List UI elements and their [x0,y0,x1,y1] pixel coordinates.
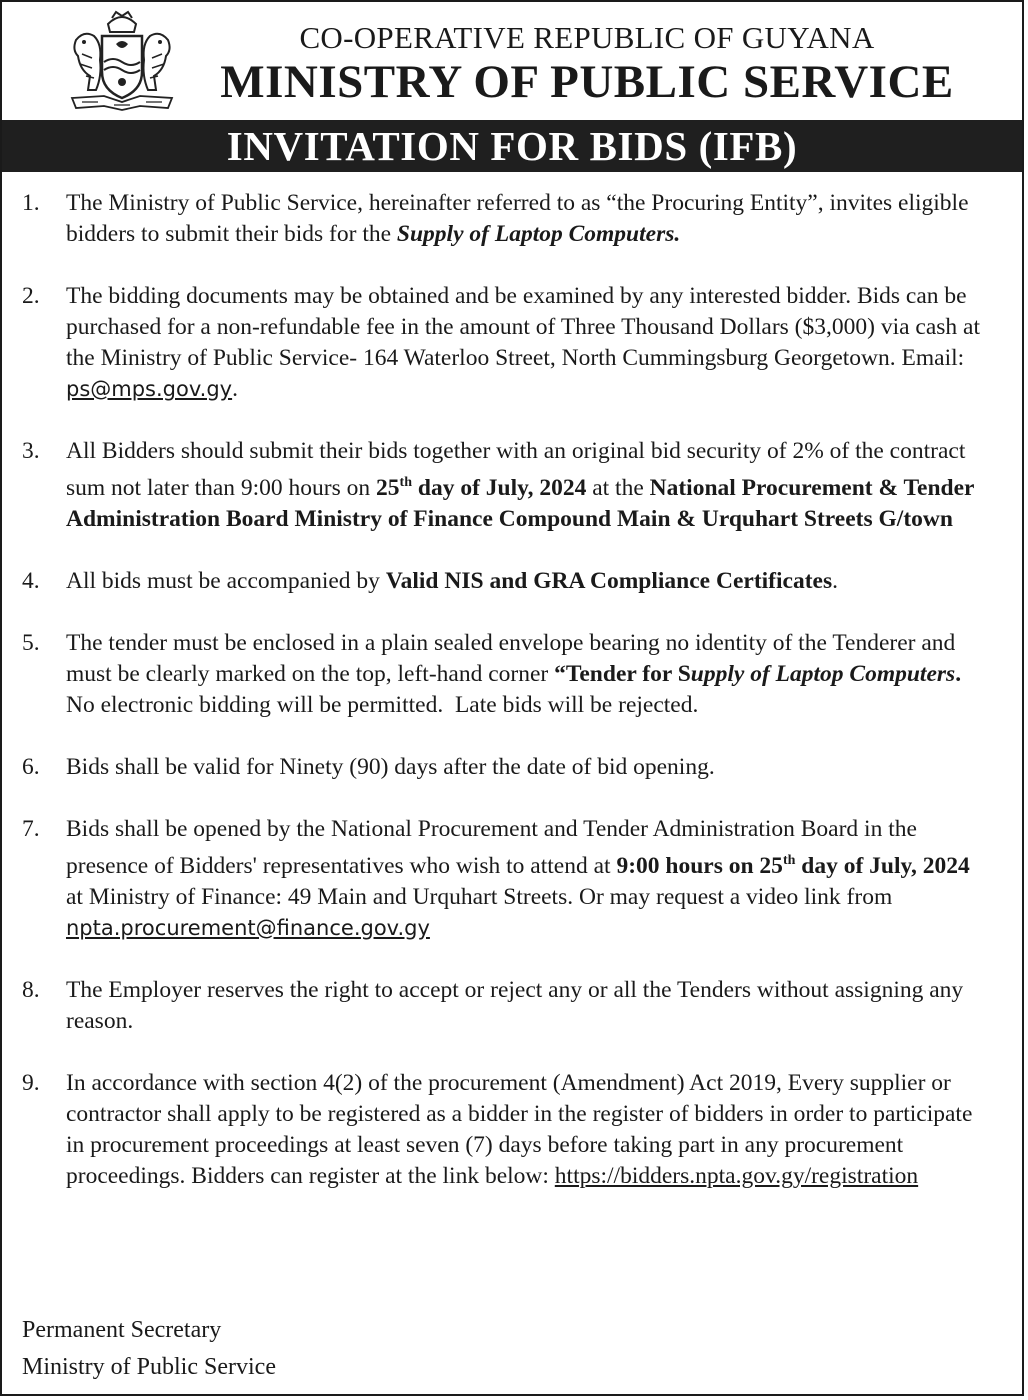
compliance-certificates: Valid NIS and GRA Compliance Certificates [385,567,833,594]
clause-list [2,172,1022,1192]
clause-8 [2,975,1022,1037]
coat-of-arms-icon [68,10,176,112]
clause-text: The Employer reserves the right to accept or reject any or all the Tenders without assigning any reason. [66,976,964,1034]
clause-text-mid: at Ministry of Finance: 49 Main and Urquhart Streets. Or may request a video link from [66,883,893,910]
banner [2,120,1022,172]
clause-text: Bids shall be opened by the National Procurement and Tender Administration Board in the presence of Bidders' representatives who wish to attend at [66,815,917,879]
clause-text: The tender must be enclosed in a plain sealed envelope bearing no identity of the Tenderer and must be clearly marked on the top, left-hand corner [66,629,956,687]
clause-9 [2,1068,1022,1192]
deadline-date: day of July, 2024 [412,474,587,501]
registration-link[interactable]: https://bidders.npta.gov.gy/registration [554,1162,919,1189]
clause-number: 2. [22,283,40,309]
clause-text-end: . [232,376,238,402]
clause-text: Bids shall be valid for Ninety (90) days after the date of bid opening. [66,753,715,780]
clause-number: 6. [22,753,40,780]
clause-number: 1. [22,190,40,216]
clause-7 [2,814,1022,944]
clause-text: The Ministry of Public Service, hereinafter referred to as “the Procuring Entity”, invites eligible bidders to submit their bids for the [66,190,969,247]
clause-text: All bids must be accompanied by [66,567,386,594]
clause-5 [2,628,1022,721]
clause-text-end: . [832,567,838,594]
clause-6 [2,752,1022,783]
clause-text: The bidding documents may be obtained and be examined by any interested bidder. Bids can be purchased for a non-refundable fee in the amount of Three Thousand Dollars ($3,000) via cash at the Ministry of Public Service- 164 Waterloo Street, North Cummingsburg Georgetown. Email: [66,283,981,371]
clause-number: 8. [22,976,40,1003]
signatory-title: Permanent Secretary [22,1317,222,1343]
tender-marking-end: . [955,660,962,687]
email-link[interactable]: npta.procurement@finance.gov.gy [66,915,430,940]
submission-venue: National Procurement & Tender Administration Board Ministry of Finance Compound Main & Urquhart Streets G/town [66,474,975,532]
opening-day-suffix: th [782,852,796,868]
clause-number: 7. [22,815,40,842]
clause-text-mid: at the [586,474,650,501]
signature-block [22,1312,276,1386]
signatory-ministry: Ministry of Public Service [22,1354,276,1380]
deadline-day: 25 [376,474,400,501]
clause-text: In accordance with section 4(2) of the procurement (Amendment) Act 2019, Every supplier or contractor shall apply to be registered as a bidder in the register of bidders in order to participate in procurement proceedings at least seven (7) days before taking part in any procurement proceedings. Bidders can register at the link below: [66,1069,973,1189]
banner-title: INVITATION FOR BIDS (IFB) [226,123,798,169]
opening-time: 9:00 hours on 25 [616,852,783,879]
clause-text-end: No electronic bidding will be permitted. Late bids will be rejected. [66,660,973,718]
ministry-title: MINISTRY OF PUBLIC SERVICE [220,56,954,108]
tender-marking-start: “Tender for S [554,660,691,687]
deadline-day-suffix: th [399,475,412,490]
clause-3 [2,436,1022,535]
clause-2 [2,281,1022,405]
clause-1 [2,188,1022,250]
clause-number: 4. [22,567,40,594]
email-link[interactable]: ps@mps.gov.gy [66,377,233,401]
opening-date: day of July, 2024 [795,852,970,879]
republic-title: CO-OPERATIVE REPUBLIC OF GUYANA [299,20,875,55]
header [2,2,1022,120]
header-text [192,20,982,108]
clause-number: 9. [22,1069,40,1096]
tender-marking-emphasis: upply of Laptop Computers [690,660,956,687]
clause-4 [2,566,1022,597]
clause-text: All Bidders should submit their bids together with an original bid security of 2% of the contract sum not later than 9:00 hours on [66,438,966,501]
clause-number: 3. [22,438,40,464]
clause-emphasis: Supply of Laptop Computers. [396,221,681,247]
clause-number: 5. [22,629,40,656]
